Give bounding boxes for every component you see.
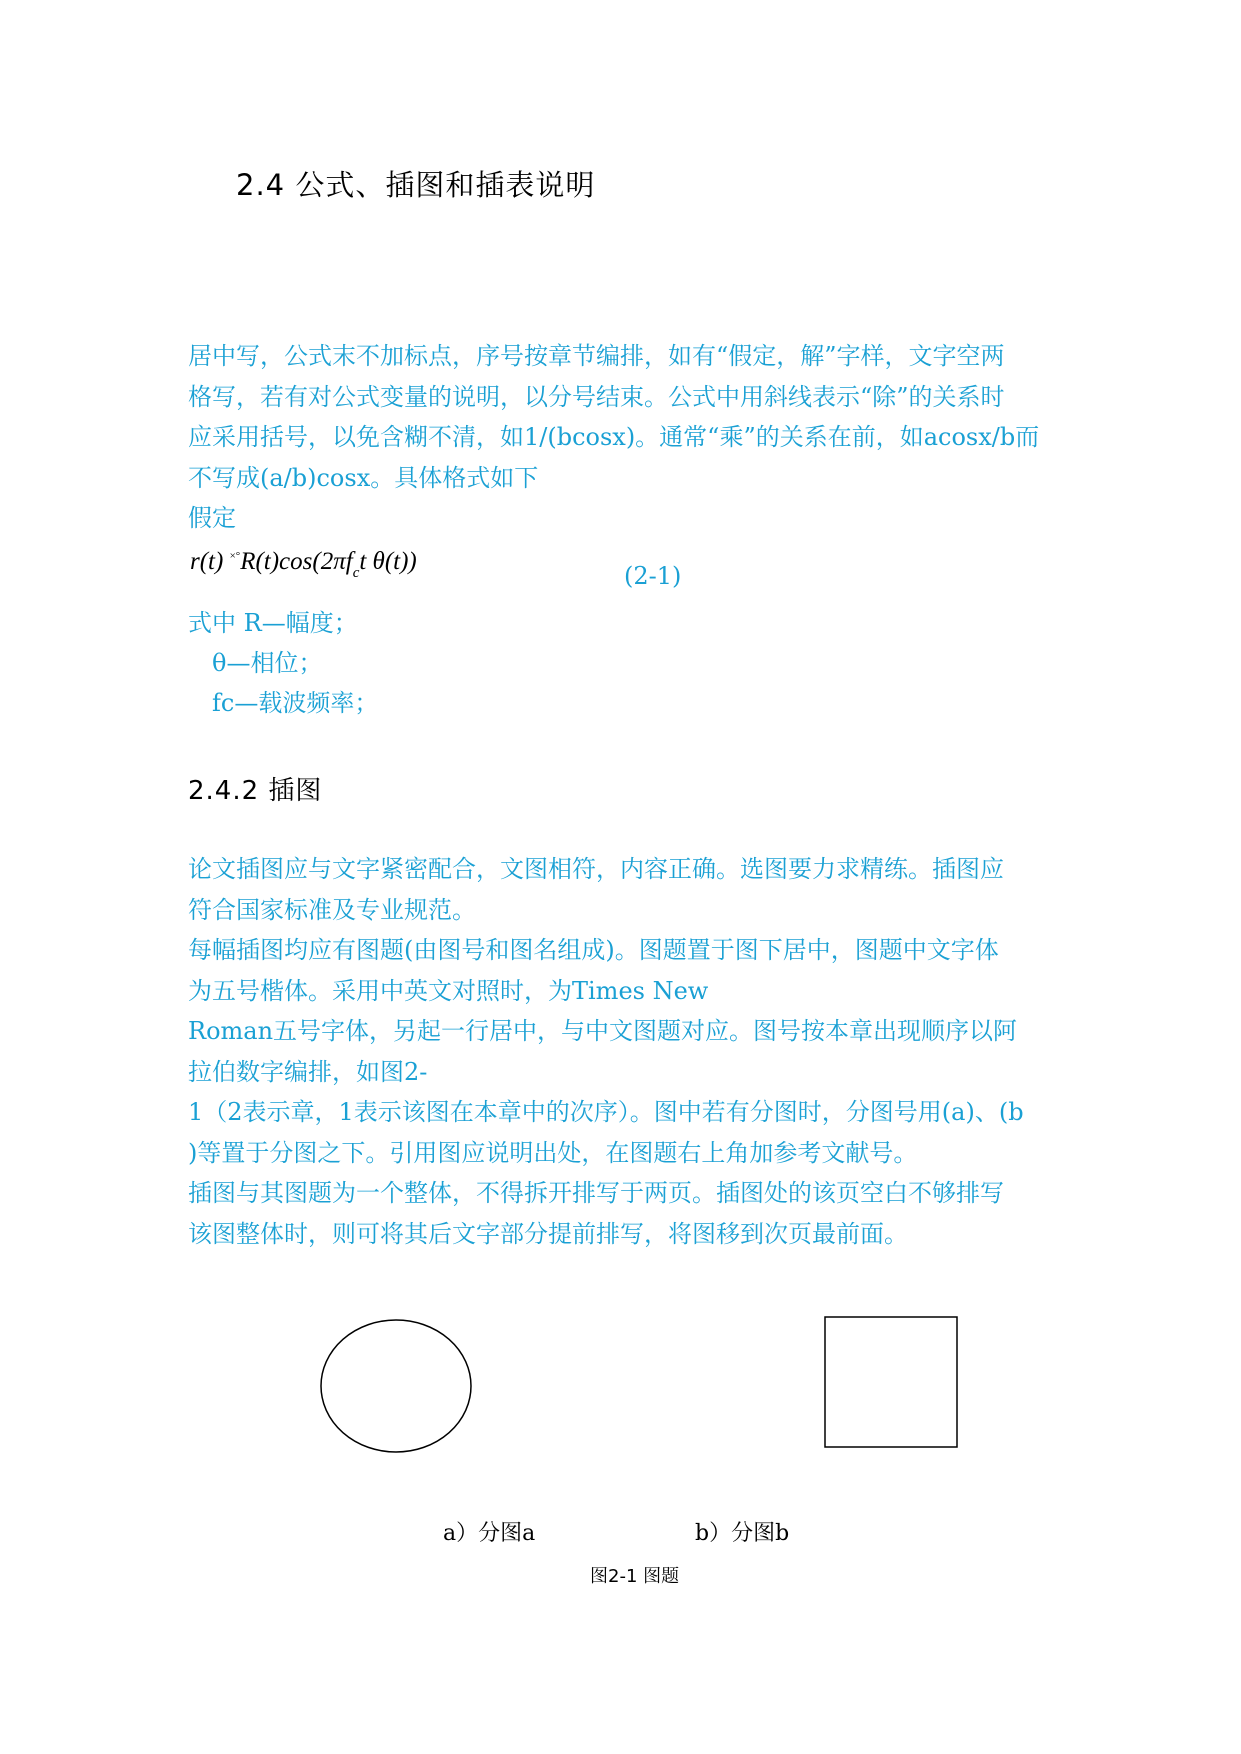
variable-theta: θ—相位； [212, 649, 323, 677]
formula-operator-glyph: ×° [229, 550, 241, 562]
formula-lhs: r(t) [190, 548, 224, 575]
ellipse-shape [321, 1320, 471, 1452]
section-title: 2.4 公式、插图和插表说明 [236, 168, 596, 202]
paragraph-line: 插图与其图题为一个整体，不得拆开排写于两页。插图处的该页空白不够排写 [188, 1179, 1004, 1207]
paragraph-line: 拉伯数字编排，如图2- [188, 1057, 428, 1086]
figure-instructions [188, 849, 1068, 1254]
assume-label: 假定 [188, 504, 236, 532]
paragraph-line: 不写成(a/b)cosx。具体格式如下 [188, 463, 539, 492]
figure-caption: 图2-1 图题 [590, 1566, 680, 1587]
square-shape [825, 1317, 957, 1447]
paragraph-line: 符合国家标准及专业规范。 [188, 895, 476, 924]
paragraph-line: )等置于分图之下。引用图应说明出处，在图题右上角加参考文献号。 [188, 1138, 918, 1167]
subfigure-a-ellipse [318, 1316, 474, 1456]
variable-fc: fc—载波频率； [212, 689, 379, 717]
formula-rhs-b: t θ(t)) [359, 548, 417, 575]
assume-label-block [188, 498, 1068, 539]
variable-r: 式中 R—幅度； [188, 609, 358, 637]
subfigure-a-caption: a）分图a [443, 1521, 536, 1546]
paragraph-line: 应采用括号，以免含糊不清，如1/(bcosx)。通常“乘”的关系在前，如acosx/b而 [188, 423, 1040, 451]
formula-rhs-a: R(t)cos(2πf [240, 548, 353, 575]
variable-list [188, 603, 378, 723]
formula-subscript: c [352, 565, 360, 581]
paragraph-line: 格写，若有对公式变量的说明，以分号结束。公式中用斜线表示“除”的关系时 [188, 382, 1005, 411]
paragraph-line: Roman五号字体，另起一行居中，与中文图题对应。图号按本章出现顺序以阿 [188, 1017, 1018, 1045]
paragraph-line: 居中写，公式末不加标点，序号按章节编排，如有“假定，解”字样，文字空两 [188, 342, 1005, 370]
paragraph-line: 该图整体时，则可将其后文字部分提前排写，将图移到次页最前面。 [188, 1219, 908, 1248]
subfigure-b-square [824, 1316, 960, 1450]
formula-instructions [188, 336, 1068, 498]
paragraph-line: 为五号楷体。采用中英文对照时，为Times New [188, 976, 709, 1005]
paragraph-line: 每幅插图均应有图题(由图号和图名组成)。图题置于图下居中，图题中文字体 [188, 936, 999, 964]
paragraph-line: 论文插图应与文字紧密配合，文图相符，内容正确。选图要力求精练。插图应 [188, 855, 1004, 883]
subsection-title: 2.4.2 插图 [188, 776, 323, 806]
subfigure-b-caption: b）分图b [695, 1521, 790, 1546]
formula-2-1 [190, 548, 417, 581]
equation-number: (2-1) [624, 562, 682, 590]
paragraph-line: 1（2表示章，1表示该图在本章中的次序）。图中若有分图时，分图号用(a)、(b [188, 1098, 1024, 1126]
